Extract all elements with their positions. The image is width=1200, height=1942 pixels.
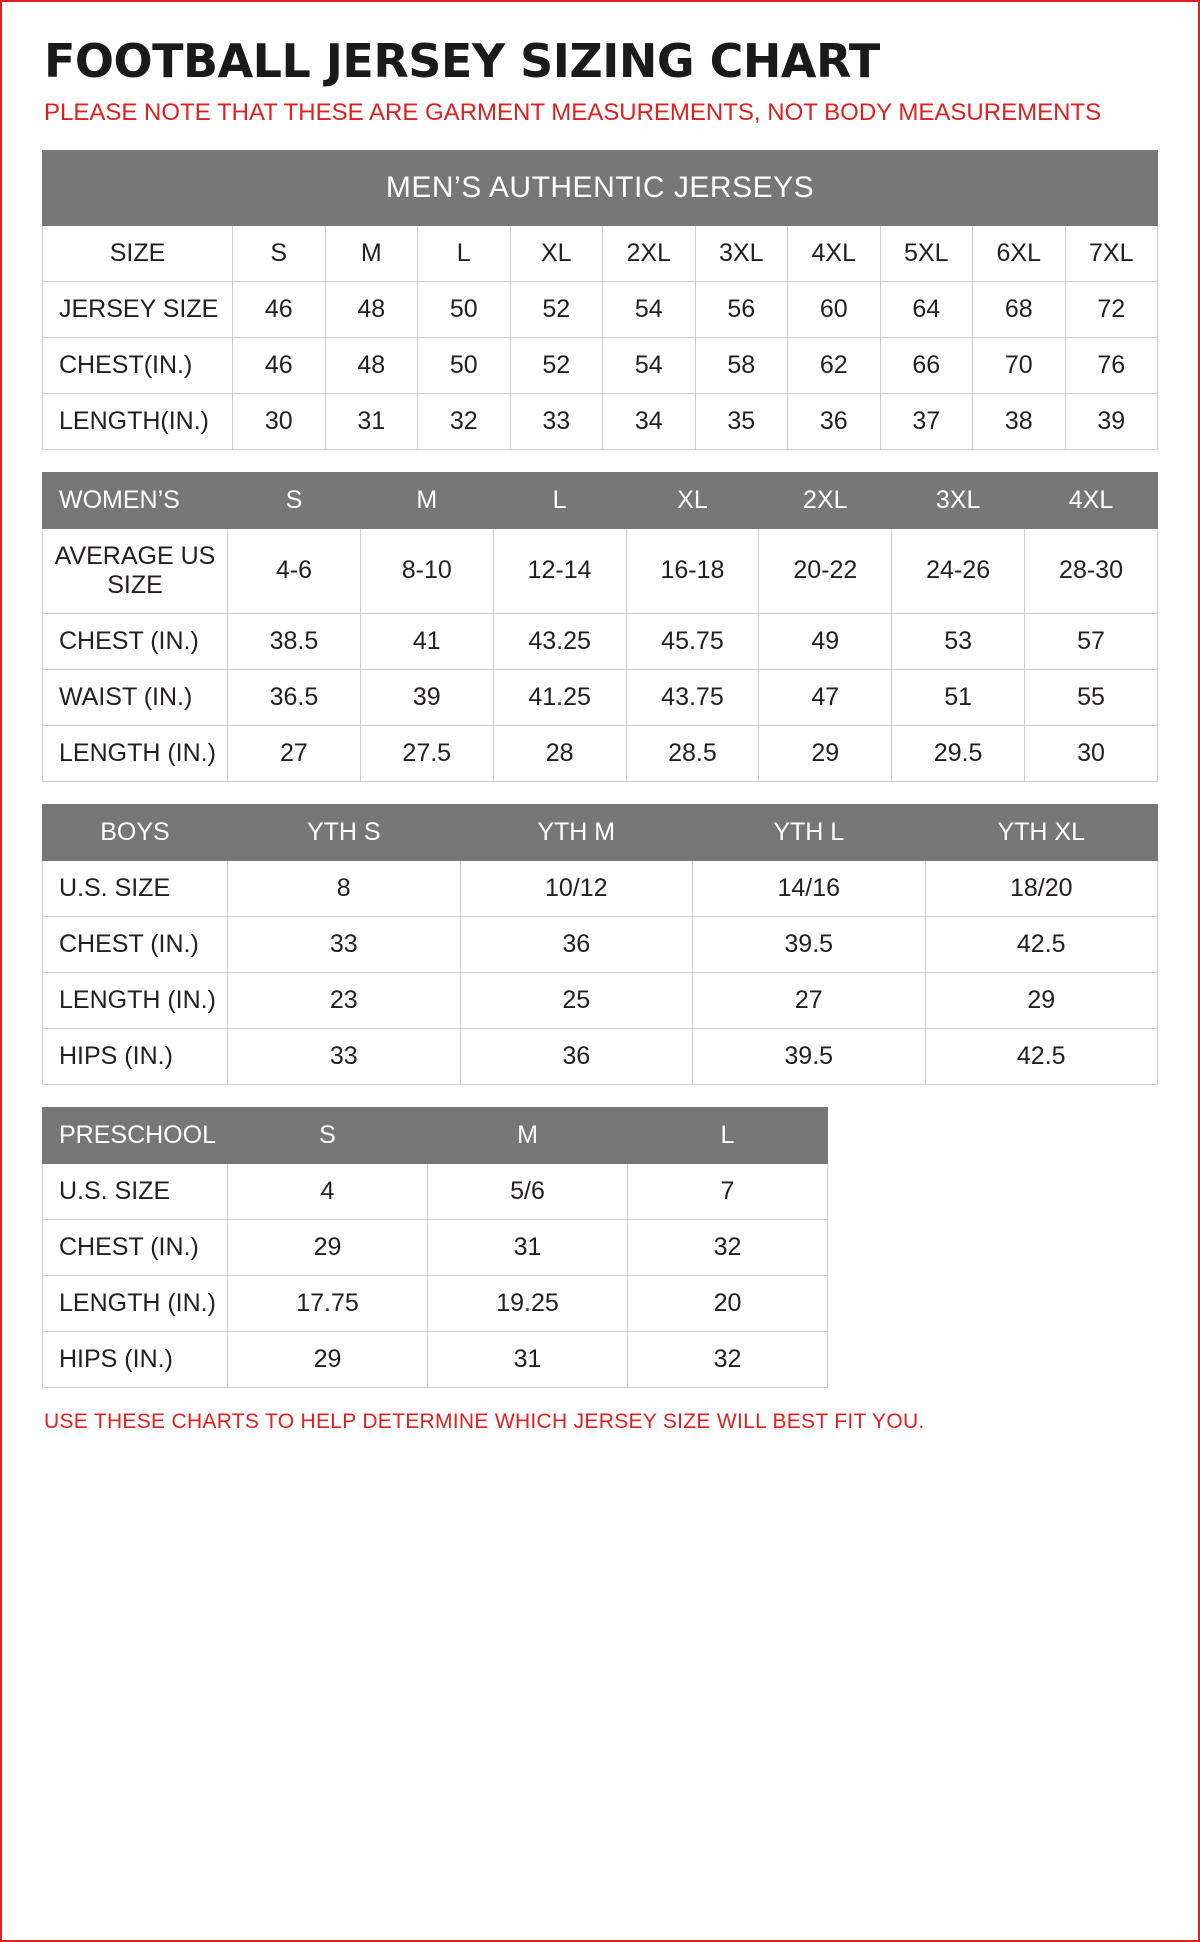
measurement-note: PLEASE NOTE THAT THESE ARE GARMENT MEASUREMENTS, NOT BODY MEASUREMENTS	[44, 99, 1102, 126]
table-header-row	[43, 226, 1158, 282]
cell: 41.25	[493, 669, 626, 725]
column-header-xl: XL	[626, 473, 759, 529]
cell: 34	[603, 394, 696, 450]
cell: 41	[360, 613, 493, 669]
cell: 43.25	[493, 613, 626, 669]
cell: 16-18	[626, 529, 759, 614]
row-label-length: LENGTH (IN.)	[43, 972, 228, 1028]
cell: 64	[880, 282, 973, 338]
column-header-3xl: 3XL	[695, 226, 788, 282]
column-header-m: M	[360, 473, 493, 529]
column-header-4xl: 4XL	[788, 226, 881, 282]
table-row	[43, 669, 1158, 725]
mens-authentic-jerseys-table	[42, 150, 1158, 450]
cell: 47	[759, 669, 892, 725]
cell: 29	[759, 725, 892, 781]
column-header-yth-l: YTH L	[693, 804, 926, 860]
cell: 14/16	[693, 860, 926, 916]
cell: 54	[603, 338, 696, 394]
spacer-cell	[828, 1163, 1158, 1219]
cell: 30	[1025, 725, 1158, 781]
cell: 36	[460, 1028, 693, 1084]
cell: 29	[925, 972, 1158, 1028]
cell: 36	[460, 916, 693, 972]
column-header-boys: BOYS	[43, 804, 228, 860]
table-banner-row	[43, 151, 1158, 226]
column-header-2xl: 2XL	[603, 226, 696, 282]
row-label-length: LENGTH (IN.)	[43, 725, 228, 781]
cell: 19.25	[428, 1275, 628, 1331]
cell: 39	[360, 669, 493, 725]
column-header-6xl: 6XL	[973, 226, 1066, 282]
row-label-length: LENGTH (IN.)	[43, 1275, 228, 1331]
cell: 43.75	[626, 669, 759, 725]
spacer-cell	[828, 1219, 1158, 1275]
cell: 20-22	[759, 529, 892, 614]
column-header-s: S	[233, 226, 326, 282]
table-row	[43, 338, 1158, 394]
table-row	[43, 613, 1158, 669]
cell: 62	[788, 338, 881, 394]
cell: 32	[628, 1331, 828, 1387]
column-header-s: S	[228, 473, 361, 529]
column-header-xl: XL	[510, 226, 603, 282]
cell: 53	[892, 613, 1025, 669]
table-row	[43, 972, 1158, 1028]
column-header-preschool: PRESCHOOL	[43, 1107, 228, 1163]
cell: 42.5	[925, 916, 1158, 972]
cell: 8-10	[360, 529, 493, 614]
row-label-us-size: U.S. SIZE	[43, 1163, 228, 1219]
column-header-7xl: 7XL	[1065, 226, 1158, 282]
table-row	[43, 1028, 1158, 1084]
cell: 45.75	[626, 613, 759, 669]
row-label-hips: HIPS (IN.)	[43, 1331, 228, 1387]
column-header-m: M	[428, 1107, 628, 1163]
cell: 48	[325, 282, 418, 338]
column-header-womens: WOMEN’S	[43, 473, 228, 529]
cell: 28-30	[1025, 529, 1158, 614]
cell: 56	[695, 282, 788, 338]
cell: 39.5	[693, 916, 926, 972]
cell: 29	[228, 1331, 428, 1387]
cell: 33	[228, 916, 461, 972]
mens-banner: MEN’S AUTHENTIC JERSEYS	[43, 151, 1158, 226]
cell: 4-6	[228, 529, 361, 614]
column-header-3xl: 3XL	[892, 473, 1025, 529]
table-header-row	[43, 804, 1158, 860]
cell: 48	[325, 338, 418, 394]
cell: 46	[233, 282, 326, 338]
cell: 54	[603, 282, 696, 338]
cell: 27.5	[360, 725, 493, 781]
table-header-row	[43, 473, 1158, 529]
cell: 36.5	[228, 669, 361, 725]
cell: 32	[628, 1219, 828, 1275]
cell: 51	[892, 669, 1025, 725]
cell: 17.75	[228, 1275, 428, 1331]
row-label-length: LENGTH(IN.)	[43, 394, 233, 450]
row-label-average-us-size: AVERAGE US SIZE	[43, 529, 228, 614]
cell: 68	[973, 282, 1066, 338]
column-header-4xl: 4XL	[1025, 473, 1158, 529]
cell: 8	[228, 860, 461, 916]
cell: 39	[1065, 394, 1158, 450]
cell: 57	[1025, 613, 1158, 669]
cell: 32	[418, 394, 511, 450]
column-header-yth-xl: YTH XL	[925, 804, 1158, 860]
table-row	[43, 529, 1158, 614]
cell: 58	[695, 338, 788, 394]
cell: 46	[233, 338, 326, 394]
cell: 23	[228, 972, 461, 1028]
cell: 12-14	[493, 529, 626, 614]
column-header-2xl: 2XL	[759, 473, 892, 529]
cell: 36	[788, 394, 881, 450]
page-title: FOOTBALL JERSEY SIZING CHART	[44, 34, 880, 88]
cell: 10/12	[460, 860, 693, 916]
cell: 38	[973, 394, 1066, 450]
column-header-size: SIZE	[43, 226, 233, 282]
footer-note: USE THESE CHARTS TO HELP DETERMINE WHICH JERSEY SIZE WILL BEST FIT YOU.	[44, 1409, 925, 1433]
table-row	[43, 1331, 1158, 1387]
cell: 31	[325, 394, 418, 450]
row-label-chest: CHEST (IN.)	[43, 1219, 228, 1275]
row-label-chest: CHEST (IN.)	[43, 916, 228, 972]
spacer-cell	[828, 1331, 1158, 1387]
cell: 29	[228, 1219, 428, 1275]
cell: 52	[510, 338, 603, 394]
row-label-us-size: U.S. SIZE	[43, 860, 228, 916]
table-row	[43, 394, 1158, 450]
cell: 52	[510, 282, 603, 338]
cell: 27	[693, 972, 926, 1028]
cell: 27	[228, 725, 361, 781]
column-header-yth-m: YTH M	[460, 804, 693, 860]
column-header-yth-s: YTH S	[228, 804, 461, 860]
column-header-l: L	[493, 473, 626, 529]
row-label-hips: HIPS (IN.)	[43, 1028, 228, 1084]
table-row	[43, 725, 1158, 781]
cell: 49	[759, 613, 892, 669]
cell: 33	[228, 1028, 461, 1084]
table-row	[43, 1275, 1158, 1331]
table-row	[43, 1219, 1158, 1275]
cell: 20	[628, 1275, 828, 1331]
column-header-5xl: 5XL	[880, 226, 973, 282]
cell: 29.5	[892, 725, 1025, 781]
spacer-cell	[828, 1107, 1158, 1163]
womens-sizing-table	[42, 472, 1158, 782]
cell: 70	[973, 338, 1066, 394]
cell: 18/20	[925, 860, 1158, 916]
table-row	[43, 1163, 1158, 1219]
cell: 5/6	[428, 1163, 628, 1219]
cell: 39.5	[693, 1028, 926, 1084]
cell: 72	[1065, 282, 1158, 338]
row-label-jersey-size: JERSEY SIZE	[43, 282, 233, 338]
row-label-chest: CHEST (IN.)	[43, 613, 228, 669]
cell: 55	[1025, 669, 1158, 725]
cell: 50	[418, 338, 511, 394]
cell: 30	[233, 394, 326, 450]
cell: 4	[228, 1163, 428, 1219]
cell: 31	[428, 1331, 628, 1387]
spacer-cell	[828, 1275, 1158, 1331]
row-label-chest: CHEST(IN.)	[43, 338, 233, 394]
cell: 35	[695, 394, 788, 450]
column-header-l: L	[628, 1107, 828, 1163]
row-label-waist: WAIST (IN.)	[43, 669, 228, 725]
cell: 66	[880, 338, 973, 394]
cell: 50	[418, 282, 511, 338]
cell: 76	[1065, 338, 1158, 394]
table-row	[43, 860, 1158, 916]
table-header-row	[43, 1107, 1158, 1163]
preschool-sizing-table	[42, 1107, 1158, 1388]
cell: 28.5	[626, 725, 759, 781]
column-header-m: M	[325, 226, 418, 282]
cell: 33	[510, 394, 603, 450]
boys-sizing-table	[42, 804, 1158, 1085]
cell: 31	[428, 1219, 628, 1275]
cell: 24-26	[892, 529, 1025, 614]
table-row	[43, 282, 1158, 338]
table-row	[43, 916, 1158, 972]
cell: 28	[493, 725, 626, 781]
cell: 37	[880, 394, 973, 450]
cell: 60	[788, 282, 881, 338]
column-header-s: S	[228, 1107, 428, 1163]
cell: 38.5	[228, 613, 361, 669]
cell: 7	[628, 1163, 828, 1219]
column-header-l: L	[418, 226, 511, 282]
cell: 25	[460, 972, 693, 1028]
cell: 42.5	[925, 1028, 1158, 1084]
